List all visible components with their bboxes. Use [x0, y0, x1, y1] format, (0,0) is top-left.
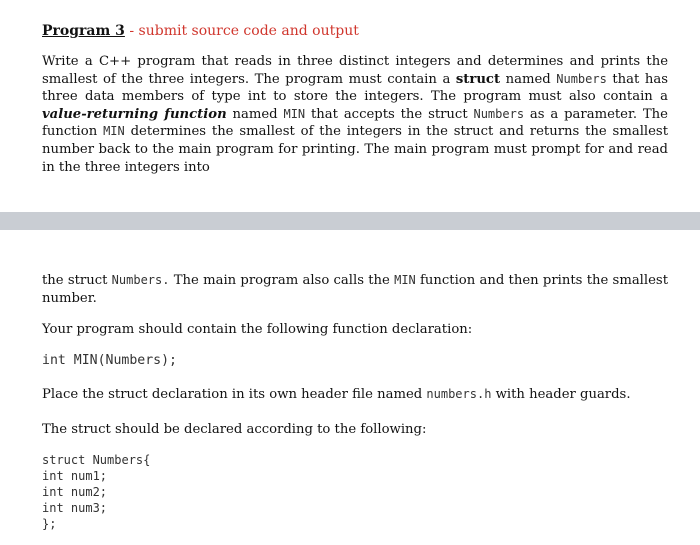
function-declaration-code: int MIN(Numbers); [42, 353, 177, 368]
program-heading [42, 22, 668, 40]
struct-keyword: struct [455, 71, 501, 87]
header-file-instruction [42, 386, 631, 403]
struct-intro: The struct should be declared according to the following: [42, 422, 427, 437]
text: named [226, 106, 284, 122]
text: function and then prints the smallest number. [42, 273, 668, 306]
text: Write a C++ program that reads in three distinct integers and determines and prints the smallest of the three integers. The program must contain a [42, 54, 668, 87]
instructions-paragraph-1 [42, 53, 668, 176]
value-returning-emphasis: value-returning function [42, 106, 227, 122]
text: that accepts the struct [305, 106, 474, 122]
declaration-intro: Your program should contain the following function declaration: [42, 322, 473, 337]
page-break-band [0, 212, 700, 230]
text: named [500, 71, 557, 87]
program-title: Program 3 [42, 23, 125, 39]
text: The main program also calls the [169, 273, 395, 288]
min-code: MIN [103, 124, 125, 139]
text: the struct [42, 273, 112, 288]
text: Place the struct declaration in its own header file named [42, 387, 427, 402]
text: that has three data members of type int to store the integers. The program must also contain a [42, 71, 668, 105]
numbers-code: Numbers. [111, 273, 170, 287]
struct-declaration-code: struct Numbers{ int num1; int num2; int num3; }; [42, 453, 151, 531]
min-code: MIN [394, 273, 416, 287]
numbers-code: Numbers [473, 106, 525, 121]
program-subtitle: - submit source code and output [124, 23, 359, 39]
min-code: MIN [283, 106, 306, 121]
numbers-code: Numbers [556, 71, 607, 86]
header-filename-code: numbers.h [426, 387, 492, 401]
text: as a parameter. The function [42, 106, 668, 140]
text: determines the smallest of the integers in the struct and returns the smallest number back to the main program for printing. The main program must prompt for and read in the three integers into [42, 124, 668, 175]
text: with header guards. [491, 387, 631, 402]
instructions-paragraph-2 [42, 272, 668, 307]
